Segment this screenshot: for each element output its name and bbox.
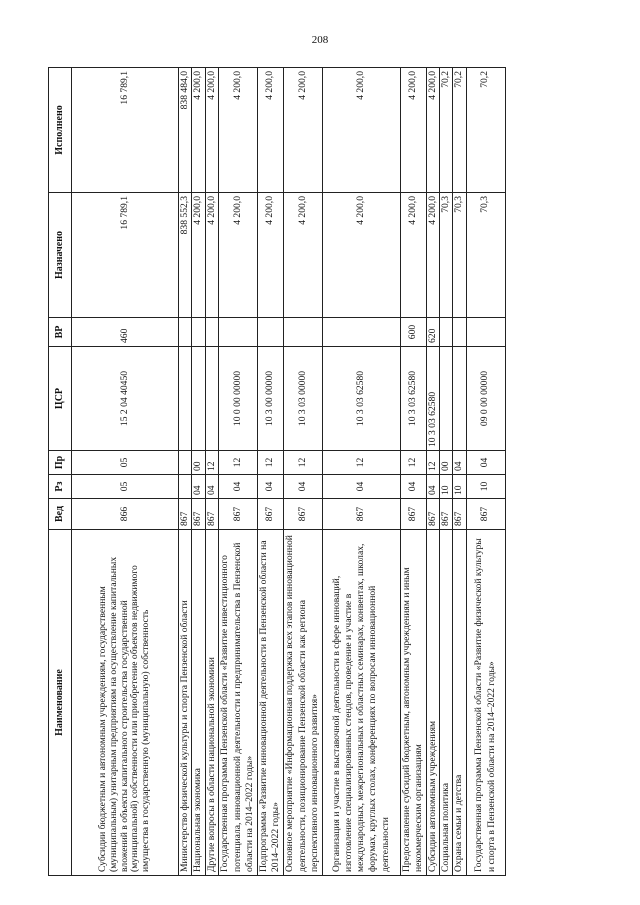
row-assigned: 4 200,0 [426, 193, 439, 318]
header-csr: ЦСР [49, 347, 72, 451]
row-name: Организация и участие в выставочной деятельности в сфере инноваций, изготовление специализированных стендов, проведение и участие в международных, межрегиональных и областных семинарах, конвентах, школах, форумах, круглых столах, конференциях по вопросам инновационной деятельности [322, 530, 400, 876]
row-executed: 4 200,0 [257, 68, 283, 193]
row-assigned: 838 552,3 [179, 193, 192, 318]
row-rz: 10 [453, 475, 466, 499]
row-csr [179, 347, 192, 451]
row-vr [192, 318, 205, 347]
row-ved: 867 [283, 499, 322, 530]
row-rz: 04 [322, 475, 400, 499]
row-csr: 10 3 03 62580 [426, 347, 439, 451]
row-ved: 867 [426, 499, 439, 530]
row-rz: 04 [192, 475, 205, 499]
row-rz: 05 [72, 475, 179, 499]
table-row [453, 68, 466, 876]
row-rz: 04 [257, 475, 283, 499]
row-executed: 4 200,0 [283, 68, 322, 193]
row-ved: 867 [192, 499, 205, 530]
row-assigned: 70,3 [466, 193, 505, 318]
row-pr: 05 [72, 451, 179, 475]
row-pr: 12 [205, 451, 218, 475]
row-executed: 4 200,0 [192, 68, 205, 193]
row-pr: 00 [440, 451, 453, 475]
row-ved: 867 [205, 499, 218, 530]
row-name: Национальная экономика [192, 530, 205, 876]
row-name: Министерство физической культуры и спорта Пензенской области [179, 530, 192, 876]
row-ved: 867 [218, 499, 257, 530]
row-rz: 04 [205, 475, 218, 499]
row-executed: 838 484,0 [179, 68, 192, 193]
row-csr: 15 2 04 40450 [72, 347, 179, 451]
row-name: Субсидии автономным учреждениям [426, 530, 439, 876]
row-vr: 460 [72, 318, 179, 347]
row-rz: 04 [283, 475, 322, 499]
row-csr [440, 347, 453, 451]
header-executed: Исполнено [49, 68, 72, 193]
table-row [218, 68, 257, 876]
row-assigned: 4 200,0 [218, 193, 257, 318]
row-executed: 4 200,0 [426, 68, 439, 193]
header-pr: Пр [49, 451, 72, 475]
row-rz: 10 [440, 475, 453, 499]
row-executed: 4 200,0 [400, 68, 426, 193]
table-row [440, 68, 453, 876]
row-pr: 12 [322, 451, 400, 475]
row-rz: 04 [400, 475, 426, 499]
header-vr: ВР [49, 318, 72, 347]
header-rz: Рз [49, 475, 72, 499]
row-rz: 10 [466, 475, 505, 499]
table-row [426, 68, 439, 876]
header-assigned: Назначено [49, 193, 72, 318]
row-executed: 70,2 [453, 68, 466, 193]
row-assigned: 4 200,0 [283, 193, 322, 318]
row-vr [440, 318, 453, 347]
row-name: Предоставление субсидий бюджетным, автономным учреждениям и иным некоммерческим организациям [400, 530, 426, 876]
row-assigned: 4 200,0 [400, 193, 426, 318]
row-ved: 867 [466, 499, 505, 530]
row-ved: 867 [440, 499, 453, 530]
row-csr [453, 347, 466, 451]
row-assigned: 70,3 [440, 193, 453, 318]
row-csr: 10 3 00 00000 [257, 347, 283, 451]
table-row [400, 68, 426, 876]
row-name: Государственная программа Пензенской области «Развитие инвестиционного потенциала, инновационной деятельности и предпринимательства в Пензенской области на 2014–2022 годы» [218, 530, 257, 876]
table-row [466, 68, 505, 876]
row-vr [283, 318, 322, 347]
row-csr: 10 0 00 00000 [218, 347, 257, 451]
row-pr [179, 451, 192, 475]
row-csr: 10 3 03 62580 [322, 347, 400, 451]
row-name: Подпрограмма «Развитие инновационной деятельности в Пензенской области на 2014–2022 годы» [257, 530, 283, 876]
row-name: Охрана семьи и детства [453, 530, 466, 876]
table-row [283, 68, 322, 876]
row-rz: 04 [218, 475, 257, 499]
row-ved: 867 [453, 499, 466, 530]
row-ved: 867 [179, 499, 192, 530]
row-pr: 12 [283, 451, 322, 475]
table-row [72, 68, 179, 876]
row-assigned: 70,3 [453, 193, 466, 318]
row-assigned: 4 200,0 [192, 193, 205, 318]
table-row [257, 68, 283, 876]
row-pr: 12 [400, 451, 426, 475]
header-name: Наименование [49, 530, 72, 876]
row-pr: 12 [426, 451, 439, 475]
row-rz: 04 [426, 475, 439, 499]
rotated-table-container [48, 68, 594, 876]
table-row [179, 68, 192, 876]
row-vr [218, 318, 257, 347]
row-csr: 10 3 03 00000 [283, 347, 322, 451]
row-executed: 4 200,0 [218, 68, 257, 193]
row-assigned: 4 200,0 [257, 193, 283, 318]
row-executed: 4 200,0 [205, 68, 218, 193]
row-assigned: 16 789,1 [72, 193, 179, 318]
row-pr: 12 [218, 451, 257, 475]
row-name: Субсидии бюджетным и автономным учреждениям, государственным (муниципальным) унитарным предприятиям на осуществление капитальных вложений в объекты капитального строительства государственной (муниципальной) собственности или приобретение объектов недвижимого имущества в государственную (муниципальную) собственность [72, 530, 179, 876]
row-pr: 04 [466, 451, 505, 475]
row-ved: 866 [72, 499, 179, 530]
row-name: Государственная программа Пензенской области «Развитие физической культуры и спорта в Пензенской области на 2014–2022 годы» [466, 530, 505, 876]
row-vr [179, 318, 192, 347]
row-vr [205, 318, 218, 347]
row-ved: 867 [257, 499, 283, 530]
row-name: Основное мероприятие «Информационная поддержка всех этапов инновационной деятельности, позиционирование Пензенской области как региона перспективного инновационного развития» [283, 530, 322, 876]
row-executed: 70,2 [466, 68, 505, 193]
header-ved: Вед [49, 499, 72, 530]
row-vr [322, 318, 400, 347]
row-pr: 04 [453, 451, 466, 475]
row-vr [466, 318, 505, 347]
row-pr: 00 [192, 451, 205, 475]
row-csr [205, 347, 218, 451]
budget-table [48, 67, 506, 876]
row-name: Другие вопросы в области национальной экономики [205, 530, 218, 876]
row-executed: 4 200,0 [322, 68, 400, 193]
row-ved: 867 [322, 499, 400, 530]
table-header-row [49, 68, 72, 876]
page-number: 208 [311, 34, 329, 46]
row-pr: 12 [257, 451, 283, 475]
row-executed: 16 789,1 [72, 68, 179, 193]
row-csr [192, 347, 205, 451]
row-assigned: 4 200,0 [205, 193, 218, 318]
row-vr [257, 318, 283, 347]
table-row [192, 68, 205, 876]
row-csr: 10 3 03 62580 [400, 347, 426, 451]
row-vr: 620 [426, 318, 439, 347]
row-vr [453, 318, 466, 347]
row-csr: 09 0 00 00000 [466, 347, 505, 451]
row-vr: 600 [400, 318, 426, 347]
table-row [205, 68, 218, 876]
row-rz [179, 475, 192, 499]
table-row [322, 68, 400, 876]
row-executed: 70,2 [440, 68, 453, 193]
row-ved: 867 [400, 499, 426, 530]
row-name: Социальная политика [440, 530, 453, 876]
row-assigned: 4 200,0 [322, 193, 400, 318]
